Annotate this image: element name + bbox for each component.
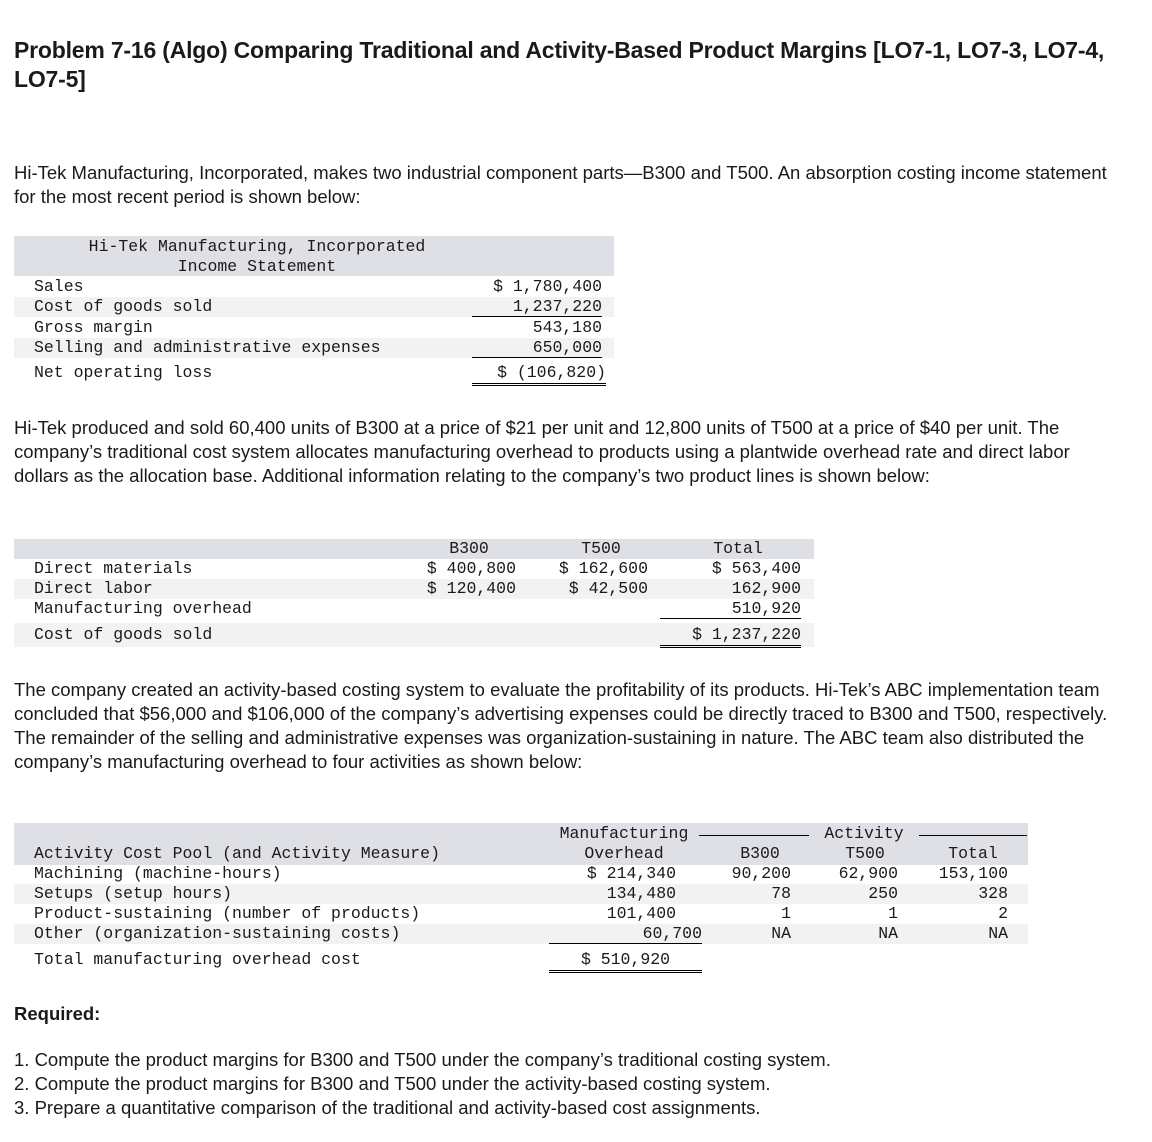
company-name: Hi-Tek Manufacturing, Incorporated: [88, 237, 426, 256]
required-heading: Required:: [14, 1003, 101, 1024]
product-cost-table: [14, 539, 814, 654]
table-row: Sales $ 1,780,400: [34, 277, 602, 296]
table-row: Setups (setup hours) 134,480 78 250 328: [14, 884, 1028, 904]
table-row: Selling and administrative expenses 650,000: [14, 338, 614, 358]
activity-pool-header: Activity Cost Pool (and Activity Measure): [34, 844, 440, 863]
table-row: Direct materials $ 400,800 $ 162,600 $ 563,400: [34, 559, 801, 578]
activity-group-header: Activity: [824, 824, 904, 843]
abc-paragraph: The company created an activity-based costing system to evaluate the profitability of its products. Hi-Tek’s ABC implementation team concluded that $56,000 and $106,000 of the company’s advertising expenses could be directly traced to B300 and T500, respectively. The remainder of the selling and administrative expenses was organization-sustaining in nature. The ABC team also distributed the company’s manufacturing overhead to four activities as shown below:: [14, 679, 1108, 772]
required-list: [14, 1048, 831, 1120]
table-row: Direct labor $ 120,400 $ 42,500 162,900: [14, 579, 814, 599]
problem-title: Problem 7-16 (Algo) Comparing Traditional and Activity-Based Product Margins [LO7-1, LO7-3, LO7-4, LO7-5]: [14, 37, 1105, 92]
table-header-row: B300 T500 Total: [449, 539, 763, 558]
list-item: 2. Compute the product margins for B300 and T500 under the activity-based costing system.: [14, 1073, 771, 1094]
income-statement: [14, 236, 614, 386]
table-row: Machining (machine-hours) $ 214,340 90,200 62,900 153,100: [34, 864, 1008, 883]
table-row: Net operating loss $ (106,820): [14, 363, 614, 383]
list-item: 3. Prepare a quantitative comparison of the traditional and activity-based cost assignments.: [14, 1097, 761, 1118]
activity-cost-table: [14, 823, 1028, 978]
statement-heading: Income Statement: [177, 257, 337, 276]
list-item: 1. Compute the product margins for B300 and T500 under the company’s traditional costing system.: [14, 1049, 831, 1070]
table-row: Other (organization-sustaining costs) 60,700 NA NA NA: [14, 924, 1028, 944]
table-row: Manufacturing overhead 510,920: [34, 599, 801, 618]
table-header-row: Activity Cost Pool (and Activity Measure) Overhead B300 T500 Total: [34, 844, 998, 863]
table-row: Total manufacturing overhead cost $ 510,920: [14, 950, 1028, 970]
table-row: Gross margin 543,180: [34, 318, 602, 337]
product-info-paragraph: Hi-Tek produced and sold 60,400 units of B300 at a price of $21 per unit and 12,800 units of T500 at a price of $40 per unit. The company’s traditional cost system allocates manufacturing overhead to products using a plantwide overhead rate and direct labor dollars as the allocation base. Additional information relating to the company’s two product lines is shown below:: [14, 417, 1070, 486]
intro-paragraph: Hi-Tek Manufacturing, Incorporated, makes two industrial component parts—B300 and T500. An absorption costing income statement for the most recent period is shown below:: [14, 162, 1107, 207]
mo-header: Manufacturing: [559, 824, 689, 843]
table-row: Cost of goods sold $ 1,237,220: [14, 623, 814, 647]
table-row: Cost of goods sold 1,237,220: [14, 297, 614, 317]
table-row: Product-sustaining (number of products) 101,400 1 1 2: [34, 904, 1008, 923]
income-statement-header: [14, 236, 614, 276]
